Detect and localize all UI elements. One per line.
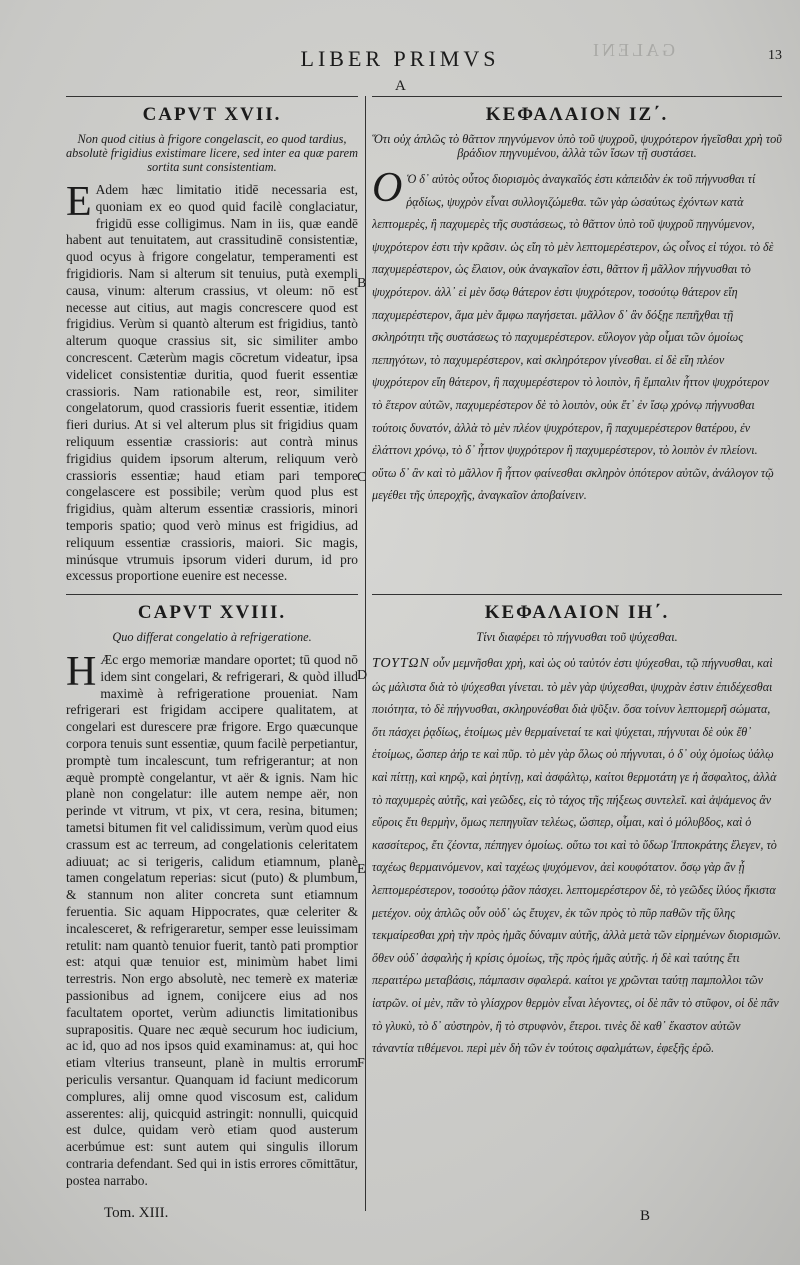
section-marker-a: A: [395, 78, 406, 94]
chapter-title: ΚΕΦΑΛΑΙΟΝ ΙΖ΄.: [485, 104, 669, 125]
bleed-through-text: GALENI: [590, 40, 675, 60]
greek-column-ch17: [372, 104, 782, 584]
chapter-body: [372, 652, 782, 1060]
paragraph-text: οὖν μεμνῆσθαι χρὴ, καὶ ὡς οὐ ταὐτόν ἐστι ψύχεσθαι, τῷ πήγνυσθαι, καὶ ὡς μάλιστα διὰ τὸ ψύχεσθαι γίνεται. τὸ μὲν γὰρ ψύχεσθαι, ψυχρὰν ἐστιν ἐπιδέχεσθαι ποιότητα, τὸ δὲ πήγνυσθαι, σκληρυνέσθαι διὰ ψῦξιν. ὅσα τοίνυν λεπτομερῆ σώματα, ὅτι πάσχει ῥᾳδίως, ἑτοίμως μὲν θερμαίνεταί τε καὶ ψύχεται, πήγνυται δὲ οὐκ ἔθ᾽ ἑτοίμως, ὥσπερ ἀήρ τε καὶ πῦρ. τὸ μὲν γὰρ ὅλως οὐ πήγνυται, ὁ δ᾽ οὐχ ὁμοίως ὑάλῳ καὶ πίττῃ, καὶ κηρῷ, καὶ ῥητίνῃ, καὶ ἀσφάλτῳ, καίτοι θερμοτάτη γε ἡ ἄσφαλτος, ἀλλὰ τὸ παχυμερὲς αὐτῆς, καὶ γεῶδες, εἰς τὸ τάχος τῆς πήξεως συντελεῖ. καὶ ἀψάμενος ἂν εὕροις ἔτι θερμὴν, ὅμως πεπηγυῖαν τελέως, ὥσπερ, οἶμαι, καὶ ὁ μόλυβδος, καὶ ὁ κασσίτερος, ἔτι ζέοντα, πέπηγεν ὁμοίως. οὕτω τοι καὶ τὸ ὕδωρ Ἱπποκράτης ἔλεγεν, τὸ ταχέως θερμαινόμενον, καὶ ταχέως ψυχόμενον, ἀεὶ κουφότατον. ὅσῳ γὰρ ἂν ᾖ λεπτομερέστερον, τοσούτῳ ῥᾶον πάσχει. λεπτομερέστερον δὲ, τὸ γεῶδες ἰλύος ἥκιστα μετέχον. οὐχ ἁπλῶς οὖν οὐδ᾽ ὡς ἔτυχεν, ἐκ τῶν πρὸς τὸ πῦρ παθῶν τῆς ὕλης τεκμαίρεσθαι χρὴ τὴν πρὸς ἡμᾶς δύναμιν αὐτῆς, ἀλλὰ μετὰ τῶν εἰρημένων διορισμῶν. ὅθεν οὐδ᾽ ἀσφαλὴς ἡ κρίσις ὁμοίως, τῆς πρὸς ἡμᾶς αὐτῆς. ἡ δὲ καὶ ταύτης ἔτι περαιτέρω μεταβάσις, πάμπασιν σφαλερά. καίτοι γε χρῶνται ταύτῃ παμπολλοι τῶν ἰατρῶν. οἱ μὲν, πᾶν τὸ γλίσχρον θερμὸν εἶναι λέγοντες, οἱ δὲ πᾶν τὸ στῦφον, οἱ δὲ πᾶν τὸ γλυκὺ, τὸ δ᾽ αὐστηρὸν, ἢ τὸ στρυφνὸν, ἕτεροι. τινὲς δὲ καθ᾽ ἕκαστον αὐτῶν τἀναντία τιθέμενοι. περὶ μὲν δὴ τῶν ἐν τούτοις σφαλμάτων, ἐφεξῆς ἐρῶ.: [372, 656, 782, 1056]
section-rule-left: [66, 594, 358, 595]
drop-cap: E: [66, 179, 92, 225]
chapter-title: CAPVT XVIII.: [137, 602, 287, 623]
margin-letter-f: F: [357, 1056, 365, 1071]
chapter-body: [372, 165, 782, 507]
header-rule-right: [372, 96, 782, 97]
paragraph: Æc ergo memoriæ mandare oportet; tū quod nō idem sint congelari, & refrigerari, & quòd illud maximè à refrigeratione proueniat. Nam refrigerari est frigidam accipere qualitatem, at congelari est durescere præ frigore. Ergo quæcunque corpora tenuis sunt essentiæ, quum facilè perpetiantur, promptè tum incalescunt, tum refrigerantur; at non æquè promptè congelantur, vt aër & ignis. Nam hic planè non congelatur: ille autem nempe aër, non perinde vt vitrum, vt pix, vt cera, resina, bitumen; tametsi bitumen fit vel calidissimum, verùm quod eius crassum est ac terreum, ad congelationis celeritatem adiuuat; ac si terigeris, calidum etiamnum, planè tamen congelatum reperias: sicut (puto) & plumbum, & stannum non aliter concreta sunt etiamnum feruentia. Sic aquam Hippocrates, quæ celeriter & incalesceret, & refrigeraretur, semper esse leuissimam retulit: nam quantò tenuior fuerit, tantò pati promptior est: atqui quæ tenuior est, minimùm habet limi terrestris. Non ergo absolutè, nec temerè ex materiæ passionibus ad ignem, conijcere eius ad nos facultatem oportet, verùm adiunctis limitationibus suprapositis. Quare nec æquè securum hoc iudicium, ac id, quo ad nos ipsos quid examinamus: at, qui hoc etiam vlterius transeunt, planè in multis errorum periculis versantur. Quanquam id faciunt medicorum complures, alij omne quod viscosum est, calidum asserentes: alij, quicquid astringit: nonnulli, quicquid est dulce, quidam verò etiam quod austerum acerbúmue est: sunt autem qui singulis illorum contraria defendant. Sed qui in istis errores cōmittātur, postea narrabo.: [66, 652, 358, 1188]
paragraph: [372, 652, 782, 1060]
section-rule-right: [372, 594, 782, 595]
chapter-subtitle: Τίνι διαφέρει τὸ πήγνυσθαι τοῦ ψύχεσθαι.: [476, 630, 678, 644]
lead-word: ΤΟΥΤΩΝ: [372, 656, 430, 671]
margin-letter-d: D: [357, 668, 368, 683]
signature-mark: B: [640, 1208, 651, 1224]
margin-letter-e: E: [357, 862, 366, 877]
page-number: 13: [768, 48, 782, 63]
paragraph: Ὁ δ᾽ αὐτὸς οὗτος διορισμὸς ἀναγκαῖός ἐστι κἀπειδὰν ἐκ τοῦ πήγνυσθαι τί ῥᾳδίως, ψυχρὸν εἶναι συλλογιζώμεθα. τῶν γὰρ ὡσαύτως ἐχόντων κατὰ λεπτομερὲς, ἢ παχυμερὲς τῆς συστάσεως, τὸ θᾶττον ὑπὸ τοῦ ψυχροῦ πηγνύμενον, ψυχρότερον ἐστι τὴν κρᾶσιν. ὡς εἴη τὸ μὲν λεπτομερέστερον, ὡς οἶνος εἰ τύχοι. τὸ δὲ παχυμερέστερον, ὡς ἔλαιον, οὐκ ἀναγκαῖον ἐστι, θᾶττον ἢ μᾶλλον πήγνυσθαι τὸ ψυχρότερον. ἀλλ᾽ εἰ μὲν ὅσῳ θάτερον ἐστι ψυχρότερον, τοσούτῳ θάτερον εἴη παχυμερέστερον, ἅμα μὲν ἄμφω παγήσεται. μᾶλλον δ᾽ ἂν δόξῃε πεπῆχθαι τῇ σκληρότητι τῆς συστάσεως τὸ παχυμερέστερον. εὔλογον γὰρ οἶμαι τῶν ὁμοίως πεπηγότων, τὸ παχυμερέστερον, καὶ σκληρότερον γίνεσθαι. εἰ δὲ εἴη πλέον ψυχρότερον εἴη θάτερον, ἢ παχυμερέστερον τὸ λοιπὸν, ἢ ἔμπαλιν ἧττον ψυχρότερον τὸ ἕτερον αὐτῶν, παχυμερέστερον δὲ τὸ λοιπὸν, οὐκ ἔτ᾽ ἐν ἴσῳ χρόνῳ πήγνυσθαι τούτοις δυνατόν, ἀλλὰ τὸ μὲν πλέον ψυχρότερον, ἢ παχυμερέστερον θατέρου, ἐν ἐλάττονι χρόνῳ, τὸ δ᾽ ἧττον ψυχρότερον ἢ παχυμερέστερον, τὸ λοιπὸν ἐν πλείονι. οὕτω δ᾽ ἂν καὶ τὸ μᾶλλον ἢ ἧττον φαίνεσθαι σκληρὸν ὁπότερον αὐτῶν, ἀνάλογον τῷ μεγέθει τῆς ὑπεροχῆς, ἀναγκαῖον ἀποβαίνειν.: [372, 172, 774, 503]
drop-cap: O: [372, 165, 403, 211]
chapter-body: [66, 649, 358, 1190]
chapter-body: [66, 179, 358, 584]
chapter-subtitle: Ὅτι οὐχ ἁπλῶς τὸ θᾶττον πηγνύμενον ὑπὸ τοῦ ψυχροῦ, ψυχρότερον ἡγεῖσθαι χρὴ τοῦ βράδιον πηγνυμένου, ἀλλὰ τῶν ἴσων τῇ συστάσει.: [372, 132, 782, 160]
margin-letter-c: C: [357, 470, 367, 485]
chapter-title: ΚΕΦΑΛΑΙΟΝ ΙΗ΄.: [484, 602, 670, 623]
column-divider: [365, 96, 366, 1211]
paragraph: Adem hæc limitatio itidē necessaria est, quoniam ex eo quod quid facilè conglaciatur, frigidū esse colligimus. Nam in iis, quæ eandē habent aut tenuitatem, aut crassitudinē consistentiæ, quod ocyus à frigore congelatur, temperamenti est frigidioris. Nam si alterum sit tenuius, putà exempli causa, vinum: alterum crassius, vt oleum: nō est necesse aut citius, aut magis concrescere quod est frigidius. Verùm si quantò alterum est frigidius, tantò alterum quoque crassius sit, sic similiter ambo concrescent. Cæterùm magis cōcretum videatur, ipsa videlicet consistentiæ duritia, quod fuerit essentiæ crassioris. Nam rationabile est, reor, similiter congelatorum, quod crassioris fuerit essentiæ, itidem fieri durius. At si vel alterum plus sit frigidius quam reliquum essentiæ crassioris: aut contrà minus frigidius quidem ipsorum alterum, reliquum verò crassioris essentiæ; haud etiam pari tempore congelascere est possibile; verùm quod plus est frigidius, quàm alterum essentiæ crassioris, minori temporis spatio; quod verò minus est frigidius, ad reliquum essentiæ crassioris, maiori. Sic magis, minúsque vtrumuis ipsorum videri durum, id pro excessus proportione euenire est necesse.: [66, 182, 358, 584]
running-title: LIBER PRIMVS: [300, 46, 500, 71]
drop-cap: H: [66, 649, 97, 695]
latin-column-ch17: [66, 104, 358, 584]
chapter-subtitle: Non quod citius à frigore congelascit, eo quod tardius, absolutè frigidius existimare licere, sed inter ea quæ parem sortita sunt consistentiam.: [66, 132, 358, 174]
latin-column-ch18: [66, 602, 358, 1200]
margin-letter-b: B: [357, 276, 367, 291]
volume-label: Tom. XIII.: [104, 1205, 169, 1221]
chapter-subtitle: Quo differat congelatio à refrigeratione.: [112, 630, 312, 644]
greek-column-ch18: [372, 602, 782, 1200]
header-rule-left: [66, 96, 358, 97]
chapter-title: CAPVT XVII.: [142, 104, 282, 125]
